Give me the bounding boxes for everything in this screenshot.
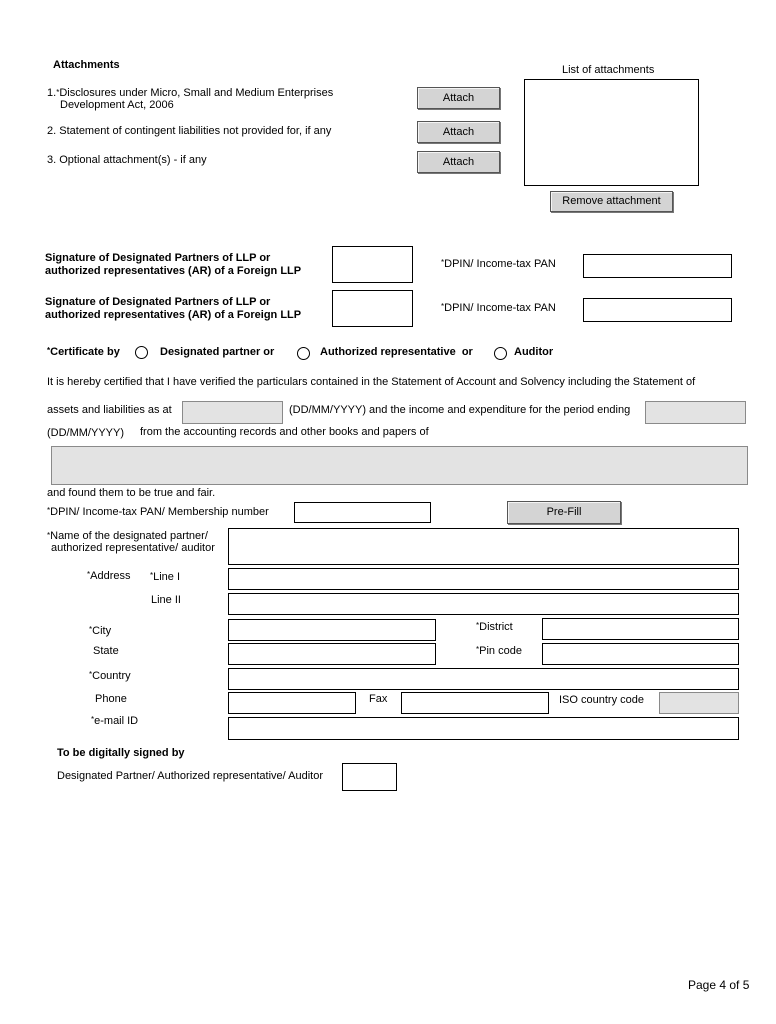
state-input[interactable] xyxy=(228,643,436,665)
signature-box-1[interactable] xyxy=(332,246,413,283)
email-label: *e-mail ID xyxy=(91,715,139,727)
radio-auditor[interactable] xyxy=(494,347,507,360)
attachment-item-1-text-2: Development Act, 2006 xyxy=(60,99,174,111)
attach-button-3[interactable]: Attach xyxy=(417,151,500,173)
page-number: Page 4 of 5 xyxy=(688,978,750,992)
digital-signature-box[interactable] xyxy=(342,763,397,791)
remove-attachment-button[interactable]: Remove attachment xyxy=(550,191,673,212)
attachments-heading: Attachments xyxy=(53,59,120,71)
signature-box-2[interactable] xyxy=(332,290,413,327)
phone-input[interactable] xyxy=(228,692,356,714)
country-input[interactable] xyxy=(228,668,739,690)
details-dpin-label: *DPIN/ Income-tax PAN/ Membership number xyxy=(47,506,269,518)
certificate-by-label: *Certificate by xyxy=(47,346,120,358)
attachment-item-2-text: Statement of contingent liabilities not provided for, if any xyxy=(59,125,332,137)
certificate-text-1: It is hereby certified that I have verified the particulars contained in the Statement of Account and Solvency including the Statement of xyxy=(47,376,696,388)
radio-label-authorized-representative: Authorized representative or xyxy=(320,346,473,358)
pin-input[interactable] xyxy=(542,643,739,665)
district-label: *District xyxy=(476,621,513,633)
radio-authorized-representative[interactable] xyxy=(297,347,310,360)
email-input[interactable] xyxy=(228,717,739,740)
assets-date-input[interactable] xyxy=(182,401,283,424)
signing-heading: To be digitally signed by xyxy=(57,747,185,759)
dpin-input-2[interactable] xyxy=(583,298,732,322)
city-label: *City xyxy=(89,625,112,637)
dpin-label-1: *DPIN/ Income-tax PAN xyxy=(441,258,556,270)
attachment-item-3: 3. Optional attachment(s) - if any xyxy=(47,154,207,166)
attach-button-1[interactable]: Attach xyxy=(417,87,500,109)
name-input[interactable] xyxy=(228,528,739,565)
name-label: *Name of the designated partner/ authorized representative/ auditor xyxy=(47,530,215,554)
radio-designated-partner[interactable] xyxy=(135,346,148,359)
address-label: *Address xyxy=(87,570,131,582)
attachment-item-3-text: Optional attachment(s) - if any xyxy=(59,154,207,166)
signature-label-1: Signature of Designated Partners of LLP or authorized representatives (AR) of a Foreign LLP xyxy=(45,252,302,277)
attachments-list-label: List of attachments xyxy=(562,64,655,76)
certificate-text-4: and found them to be true and fair. xyxy=(47,487,216,499)
state-label: State xyxy=(93,645,119,657)
fax-input[interactable] xyxy=(401,692,549,714)
signature-label-2: Signature of Designated Partners of LLP or authorized representatives (AR) of a Foreign LLP xyxy=(45,296,302,321)
iso-code-label: ISO country code xyxy=(559,694,644,706)
city-input[interactable] xyxy=(228,619,436,641)
certificate-text-3b: from the accounting records and other books and papers of xyxy=(140,426,429,438)
details-dpin-input[interactable] xyxy=(294,502,431,523)
line1-label: *Line I xyxy=(150,571,181,583)
certificate-text-3a: (DD/MM/YYYY) xyxy=(47,427,124,439)
attach-button-2[interactable]: Attach xyxy=(417,121,500,143)
address-line2-input[interactable] xyxy=(228,593,739,615)
period-end-date-input[interactable] xyxy=(645,401,746,424)
pin-label: *Pin code xyxy=(476,645,522,657)
llp-name-input[interactable] xyxy=(51,446,748,485)
attachments-listbox[interactable] xyxy=(524,79,699,186)
address-line1-input[interactable] xyxy=(228,568,739,590)
attachment-item-2: 2. Statement of contingent liabilities not provided for, if any xyxy=(47,125,332,137)
prefill-button[interactable]: Pre-Fill xyxy=(507,501,621,524)
fax-label: Fax xyxy=(369,693,388,705)
dpin-label-2: *DPIN/ Income-tax PAN xyxy=(441,302,556,314)
iso-code-input[interactable] xyxy=(659,692,739,714)
radio-label-auditor: Auditor xyxy=(514,346,554,358)
attachment-item-1-text: Disclosures under Micro, Small and Medium Enterprises xyxy=(59,87,334,99)
line2-label: Line II xyxy=(151,594,181,606)
phone-label: Phone xyxy=(95,693,127,705)
district-input[interactable] xyxy=(542,618,739,640)
signing-label: Designated Partner/ Authorized representative/ Auditor xyxy=(57,770,323,782)
radio-label-designated-partner: Designated partner or xyxy=(160,346,275,358)
country-label: *Country xyxy=(89,670,131,682)
certificate-text-2a: assets and liabilities as at xyxy=(47,404,172,416)
certificate-text-2b: (DD/MM/YYYY) and the income and expenditure for the period ending xyxy=(289,404,631,416)
dpin-input-1[interactable] xyxy=(583,254,732,278)
attachment-item-1: 1.*Disclosures under Micro, Small and Medium Enterprises Development Act, 2006 xyxy=(47,87,334,111)
